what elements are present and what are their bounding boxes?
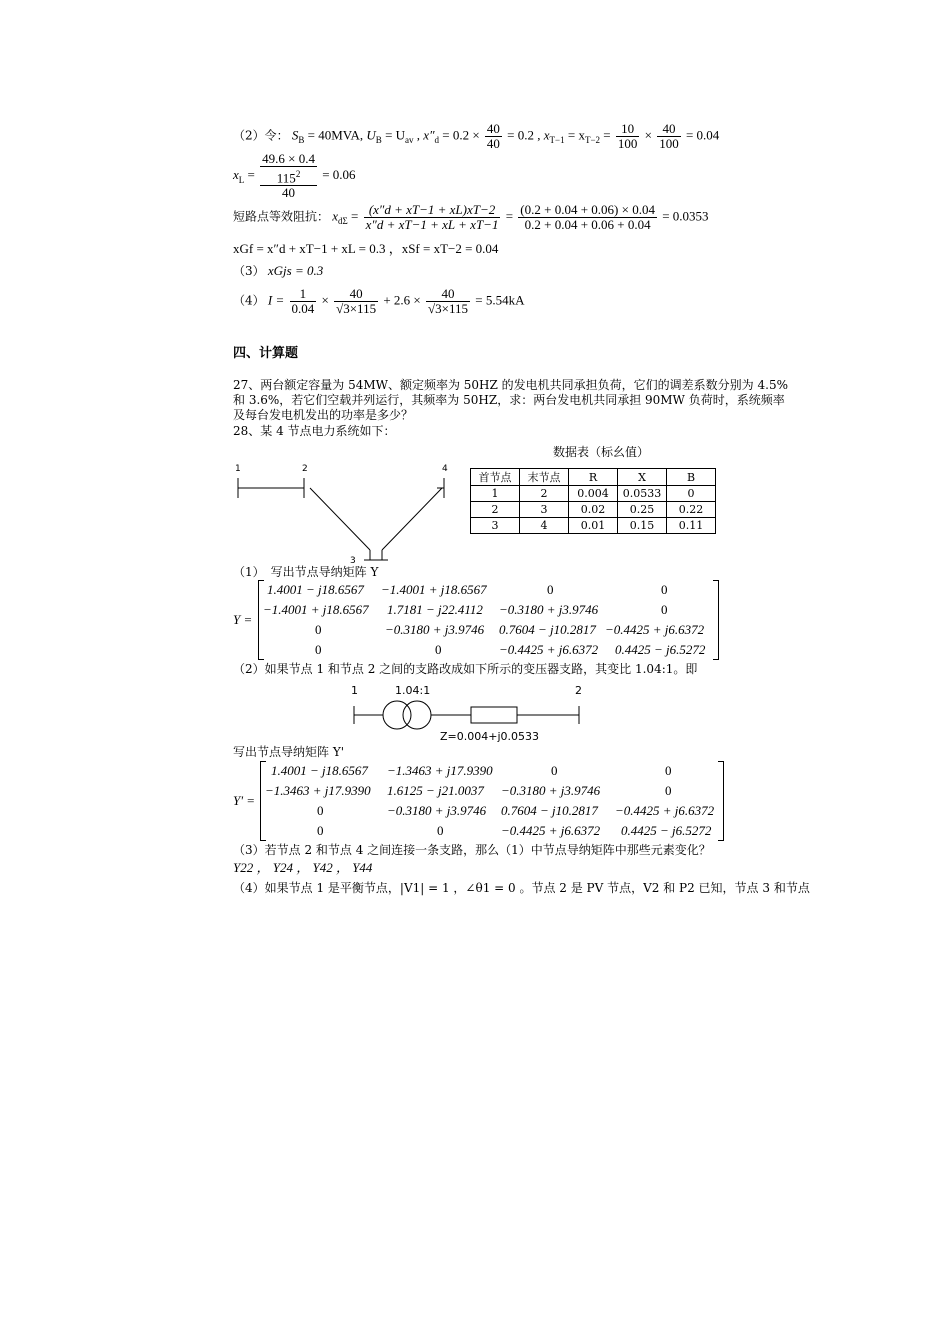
table-row (471, 518, 716, 534)
matrix-cell: 0.7604 − j10.2817 (499, 622, 596, 637)
q28-intro: 28、某 4 节点电力系统如下： (233, 424, 396, 438)
table-cell: 2 (520, 486, 569, 502)
tr-impedance-label: Z=0.004+j0.0533 (440, 730, 540, 743)
table-cell: 2 (471, 502, 520, 518)
table-header-row (471, 469, 716, 486)
matrix-cell: −0.4425 + j6.6372 (499, 642, 599, 657)
matrix-cell: 1.4001 − j18.6567 (267, 582, 364, 597)
matrix-cell: −0.4425 + j6.6372 (501, 823, 601, 838)
table-cell: 0.02 (569, 502, 618, 518)
table-row (471, 502, 716, 518)
network-diagram (230, 460, 460, 570)
matrix-cell: 0 (661, 582, 668, 597)
th-b: B (667, 469, 716, 486)
table-cell: 4 (520, 518, 569, 534)
matrix-cell: 0 (547, 582, 554, 597)
sub1-text: （1） 写出节点导纳矩阵 Y (233, 565, 379, 579)
matrix-cell: 1.4001 − j18.6567 (271, 763, 368, 778)
node-label-4: 4 (442, 464, 448, 474)
data-table (470, 468, 716, 534)
matrix-cell: 0 (665, 763, 672, 778)
sub3-answer: Y22 ， Y24 ， Y42 ， Y44 (233, 860, 373, 875)
xl-formula: $x_L$ = 49.6 × 0.4 $115^2$ 40 = 0.06 (233, 151, 356, 201)
th-to: 末节点 (520, 469, 569, 486)
sub4-text: （4）如果节点 1 是平衡节点，|V1| = 1 ，∠θ1 = 0 。节点 2 是 PV 节点，V2 和 P2 已知，节点 3 和节点 (233, 881, 810, 895)
q27-line2: 和 3.6%，若它们空载并列运行，其频率为 50HZ，求：两台发电机共同承担 90MW 负荷时，系统频率 (233, 393, 785, 407)
tr-node1-label: 1 (351, 684, 358, 697)
matrix-cell: 0 (661, 602, 668, 617)
matrix-cell: −0.3180 + j3.9746 (501, 783, 601, 798)
matrix-cell: 0 (317, 803, 324, 818)
matrix-cell: 0 (437, 823, 444, 838)
table-cell: 0.004 (569, 486, 618, 502)
matrix-cell: 0.7604 − j10.2817 (501, 803, 598, 818)
transformer-diagram (345, 680, 595, 745)
node-label-2: 2 (302, 464, 308, 474)
matrix-y-grid (263, 580, 713, 660)
matrix-cell: 1.7181 − j22.4112 (387, 602, 483, 617)
matrix-y (233, 580, 723, 660)
impedance-box-icon (471, 707, 517, 723)
matrix-cell: 0 (315, 622, 322, 637)
matrix-cell: 1.6125 − j21.0037 (387, 783, 484, 798)
matrix-cell: 0 (665, 783, 672, 798)
table-cell: 0.15 (618, 518, 667, 534)
matrix-cell: 0 (435, 642, 442, 657)
transformer-coil-2-icon (403, 701, 431, 729)
sub2b-text: 写出节点导纳矩阵 Y' (233, 745, 345, 759)
table-title: 数据表（标幺值） (553, 445, 650, 459)
table-cell: 0.0533 (618, 486, 667, 502)
matrix-cell: 0.4425 − j6.5272 (615, 642, 706, 657)
node-label-1: 1 (235, 464, 241, 474)
table-cell: 3 (520, 502, 569, 518)
th-r: R (569, 469, 618, 486)
table-cell: 0.25 (618, 502, 667, 518)
tr-node2-label: 2 (575, 684, 582, 697)
matrix-y-label: Y = (233, 612, 253, 627)
table-cell: 1 (471, 486, 520, 502)
matrix-cell: −0.3180 + j3.9746 (387, 803, 487, 818)
matrix-y-right-bracket (713, 580, 719, 660)
matrix-cell: 0.4425 − j6.5272 (621, 823, 712, 838)
table-row (471, 486, 716, 502)
th-from: 首节点 (471, 469, 520, 486)
node-label-3: 3 (350, 556, 356, 566)
matrix-cell: 0 (317, 823, 324, 838)
sub2-text: （2）如果节点 1 和节点 2 之间的支路改成如下所示的变压器支路，其变比 1.04:1。即 (233, 662, 698, 676)
matrix-cell: 0 (315, 642, 322, 657)
th-x: X (618, 469, 667, 486)
matrix-cell: −1.4001 + j18.6567 (263, 602, 369, 617)
section-title: 四、计算题 (233, 346, 299, 361)
matrix-cell: −1.3463 + j17.9390 (265, 783, 371, 798)
matrix-y-prime-grid (265, 761, 720, 841)
table-cell: 0 (667, 486, 716, 502)
sub3-text: （3）若节点 2 和节点 4 之间连接一条支路，那么（1）中节点导纳矩阵中那些元素变化？ (233, 843, 711, 857)
table-cell: 0.22 (667, 502, 716, 518)
matrix-cell: −0.4425 + j6.6372 (605, 622, 705, 637)
matrix-cell: −1.3463 + j17.9390 (387, 763, 493, 778)
short-circuit-impedance: 短路点等效阻抗： $x_{d\Sigma}$ = $\frac{(x''d + xT-1 + xL)xT-2}{x''d + xT-1 + xL + xT-1}$ = $\frac{(0.2 + 0.04 + 0.06) \times 0.04}{0.2 + 0.04 + 0.06 + 0.04}$ = 0.0353 (233, 202, 709, 232)
table-cell: 0.01 (569, 518, 618, 534)
q27-line1: 27、两台额定容量为 54MW、额定频率为 50HZ 的发电机共同承担负荷，它们的调差系数分别为 4.5% (233, 378, 788, 392)
tr-ratio-label: 1.04:1 (395, 684, 431, 697)
table-cell: 3 (471, 518, 520, 534)
table-cell: 0.11 (667, 518, 716, 534)
part3-line: （3） xGjs = 0.3 (233, 263, 324, 278)
q27-line3: 及每台发电机发出的功率是多少？ (233, 408, 414, 422)
matrix-cell: −0.3180 + j3.9746 (499, 602, 599, 617)
xgf-line: xGf = x″d + xT−1 + xL = 0.3 ，xSf = xT−2 = 0.04 (233, 241, 499, 256)
part4-line: （4） I = $\frac{1}{0.04}$ × $\frac{40}{√3\times 115}$ + 2.6 × $\frac{40}{√3\times 115}$ = 5.54kA (233, 286, 525, 316)
matrix-cell: 0 (551, 763, 558, 778)
matrix-y-prime (233, 761, 728, 841)
matrix-cell: −0.3180 + j3.9746 (385, 622, 485, 637)
matrix-cell: −1.4001 + j18.6567 (381, 582, 487, 597)
matrix-cell: −0.4425 + j6.6372 (615, 803, 715, 818)
matrix-y-prime-label: Y' = (233, 793, 256, 808)
part2-line: （2）令： $S_B = 40MVA$, $U_B = U_{av}$ , $x''_d = 0.2$ × $\frac{40}{40}$ = 0.2 , $x_{T-1} = x_{T-2}$ = $\frac{10}{100}$ × $\frac{40}{100}$ = 0.04 (233, 121, 720, 151)
